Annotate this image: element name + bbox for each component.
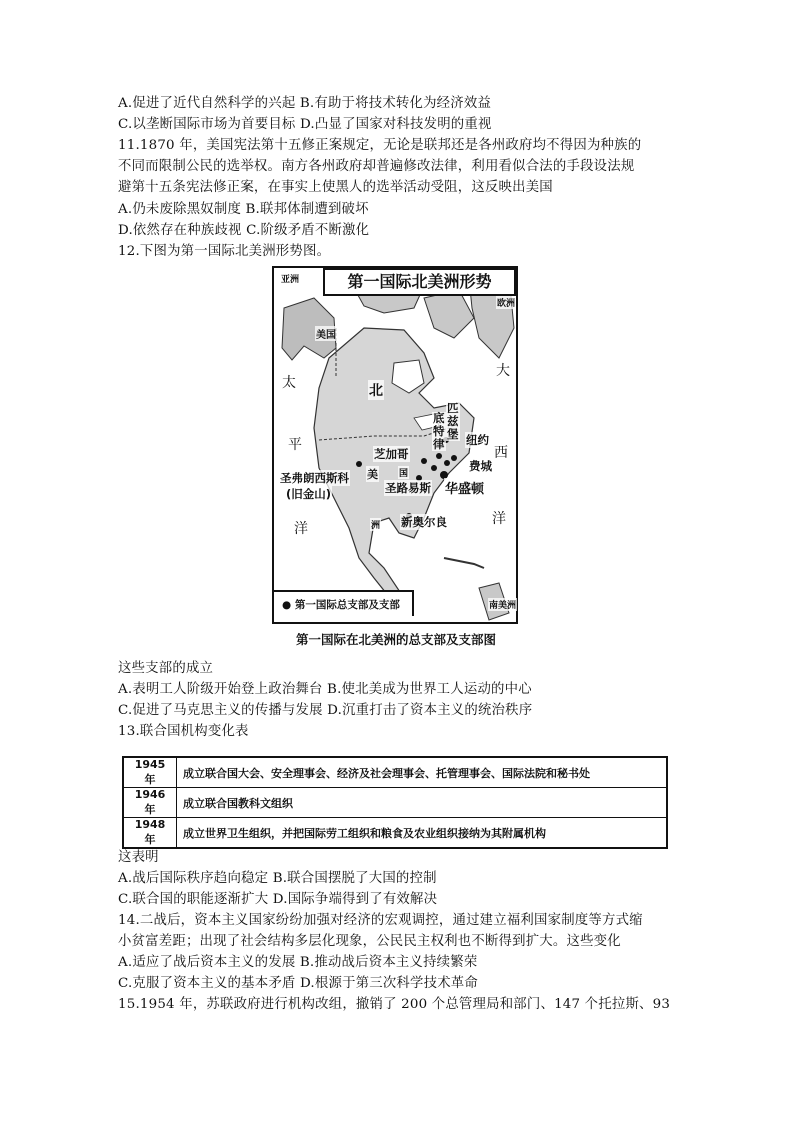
region-europe: 欧洲 [496, 296, 516, 309]
ocean-char-ping: 平 [288, 437, 302, 453]
ocean-char-yang-pacific: 洋 [294, 521, 308, 537]
region-mei: 美 [367, 468, 378, 481]
ocean-char-tai: 太 [282, 375, 296, 391]
city-pittsburgh: 匹兹堡 [447, 401, 459, 441]
city-san-francisco-alt: (旧金山) [286, 487, 332, 501]
table-cell-event: 成立联合国教科文组织 [177, 788, 668, 818]
question-11-options-ab: A.仍未废除黑奴制度 B.联邦体制遭到破坏 [118, 202, 369, 217]
question-12-prompt: 这些支部的成立 [118, 661, 214, 676]
un-organization-table [122, 756, 668, 849]
option-line-c-d: C.以垄断国际市场为首要目标 D.凸显了国家对科技发明的重视 [118, 117, 492, 132]
city-st-louis: 圣路易斯 [385, 481, 431, 495]
option-line-a-b: A.促进了近代自然科学的兴起 B.有助于将技术转化为经济效益 [118, 96, 492, 111]
question-15-line-1: 15.1954 年，苏联政府进行机构改组，撤销了 200 个总管理局和部门、147 个托拉斯、93 [118, 997, 671, 1012]
question-11-line-1: 11.1870 年，美国宪法第十五修正案规定，无论是联邦还是各州政府均不得因为种族的 [118, 138, 642, 153]
table-cell-event: 成立联合国大会、安全理事会、经济及社会理事会、托管理事会、国际法院和秘书处 [177, 757, 668, 788]
map-legend: ● 第一国际总支部及支部 [274, 590, 414, 616]
question-14-options-ab: A.适应了战后资本主义的发展 B.推动战后资本主义持续繁荣 [118, 955, 478, 970]
question-12-options-cd: C.促进了马克思主义的传播与发展 D.沉重打击了资本主义的统治秩序 [118, 703, 533, 718]
table-cell-year: 1948 年 [123, 818, 177, 849]
question-11-line-2: 不同而限制公民的选举权。南方各州政府却普遍修改法律，利用看似合法的手段设法规 [118, 159, 635, 174]
question-14-options-cd: C.克服了资本主义的基本矛盾 D.根源于第三次科学技术革命 [118, 976, 478, 991]
city-chicago: 芝加哥 [374, 447, 409, 461]
city-san-francisco: 圣弗朗西斯科 [280, 471, 349, 485]
table-row [123, 818, 667, 849]
region-asia: 亚洲 [280, 272, 300, 285]
city-detroit: 底特律 [433, 411, 445, 451]
question-13-stem: 13.联合国机构变化表 [118, 724, 249, 739]
question-12-stem: 12.下图为第一国际北美洲形势图。 [118, 244, 331, 259]
table-row [123, 757, 667, 788]
question-11-line-3: 避第十五条宪法修正案，在事实上使黑人的选举活动受阻，这反映出美国 [118, 180, 553, 195]
region-usa-alaska: 美国 [315, 326, 337, 341]
table-cell-year: 1945 年 [123, 757, 177, 788]
city-new-york: 纽约 [466, 433, 489, 447]
question-13-options-cd: C.联合国的职能逐渐扩大 D.国际争端得到了有效解决 [118, 892, 438, 907]
ocean-char-yang-atlantic: 洋 [492, 511, 506, 527]
map-caption: 第一国际在北美洲的总支部及支部图 [295, 632, 496, 647]
region-zhou: 洲 [370, 518, 381, 531]
question-12-options-ab: A.表明工人阶级开始登上政治舞台 B.使北美成为世界工人运动的中心 [118, 682, 532, 697]
question-14-line-2: 小贫富差距；出现了社会结构多层化现象，公民民主权利也不断得到扩大。这些变化 [118, 934, 621, 949]
question-13-options-ab: A.战后国际秩序趋向稳定 B.联合国摆脱了大国的控制 [118, 871, 437, 886]
table-row [123, 788, 667, 818]
city-philadelphia: 费城 [469, 459, 492, 473]
region-guo: 国 [398, 466, 409, 479]
city-washington: 华盛顿 [444, 478, 485, 497]
question-13-prompt: 这表明 [118, 850, 159, 865]
ocean-char-da: 大 [496, 363, 510, 379]
map-title: 第一国际北美洲形势 [323, 268, 516, 296]
region-south-america: 南美洲 [488, 598, 517, 611]
city-new-orleans: 新奥尔良 [401, 515, 447, 529]
table-cell-event: 成立世界卫生组织，并把国际劳工组织和粮食及农业组织接纳为其附属机构 [177, 818, 668, 849]
region-north: 北 [368, 380, 384, 400]
question-11-options-dc: D.依然存在种族歧视 C.阶级矛盾不断激化 [118, 223, 370, 238]
question-14-line-1: 14.二战后，资本主义国家纷纷加强对经济的宏观调控，通过建立福利国家制度等方式缩 [118, 913, 643, 928]
ocean-char-xi: 西 [494, 445, 508, 461]
table-cell-year: 1946 年 [123, 788, 177, 818]
